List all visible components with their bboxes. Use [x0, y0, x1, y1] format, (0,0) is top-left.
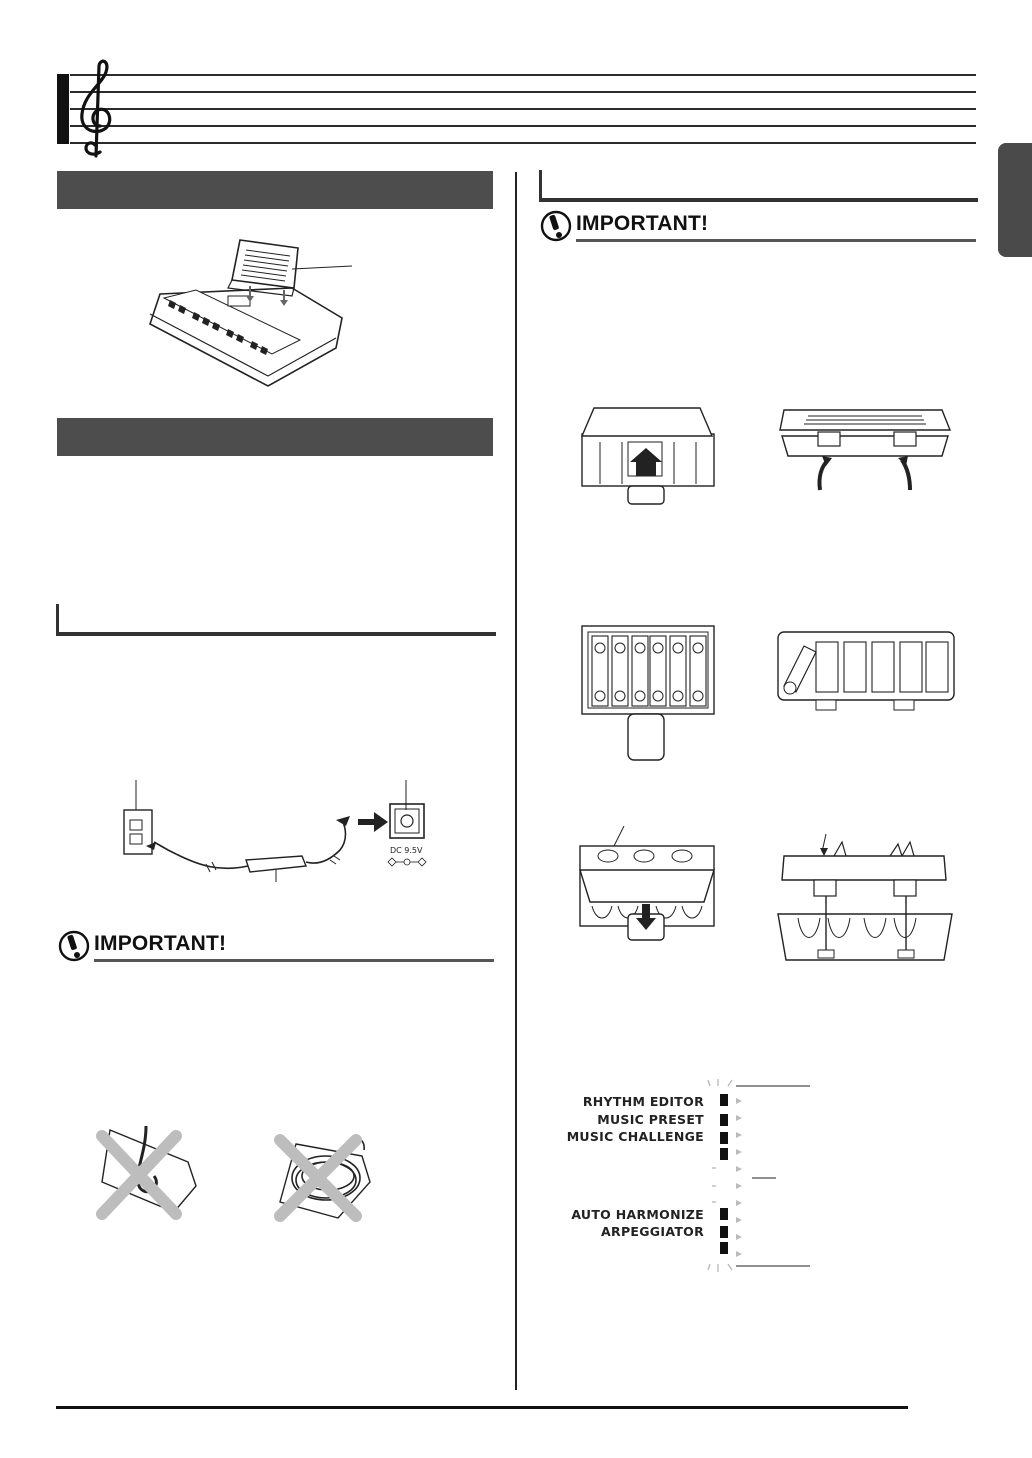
- important-underline: [576, 239, 976, 242]
- keyboard-music-stand-figure: [140, 236, 370, 388]
- battery-insert-angle-figure: [776, 630, 956, 714]
- column-divider: [515, 172, 517, 1390]
- batteries-inserted-figure: [580, 624, 716, 764]
- ac-adapter-figure: [110, 780, 450, 880]
- treble-clef-icon: [74, 56, 122, 160]
- panel-label-arpeggiator: ARPEGGIATOR: [601, 1224, 704, 1239]
- panel-label-auto-harmonize: AUTO HARMONIZE: [571, 1207, 704, 1222]
- staff-line: [70, 74, 976, 76]
- panel-label-rhythm-editor: RHYTHM EDITOR: [582, 1094, 704, 1109]
- cord-wrap-prohibited-figure: [266, 1126, 378, 1226]
- battery-cover-close-figure: [578, 826, 718, 946]
- side-tab: [998, 143, 1032, 257]
- important-label: IMPORTANT!: [576, 212, 709, 235]
- footer-rule: [56, 1406, 908, 1409]
- important-notice-right: [540, 210, 976, 242]
- important-notice-left: [58, 930, 494, 962]
- panel-indicator-figure: [560, 1078, 810, 1274]
- dc-rating-label: DC 9.5V: [390, 846, 423, 855]
- battery-cover-lift-figure: [778, 406, 952, 492]
- staff-line: [70, 142, 976, 144]
- battery-cover-reattach-figure: [774, 834, 956, 964]
- staff-line: [70, 108, 976, 110]
- staff-line: [70, 125, 976, 127]
- section-header-bar: [57, 171, 493, 209]
- indicator-column: [706, 1078, 810, 1274]
- warning-icon: [540, 210, 572, 242]
- staff-bar: [57, 74, 69, 144]
- cord-bend-prohibited-figure: [92, 1126, 202, 1220]
- warning-icon: [58, 930, 90, 962]
- staff-line: [70, 91, 976, 93]
- subsection-rule: [539, 170, 978, 202]
- panel-label-music-preset: MUSIC PRESET: [597, 1112, 704, 1127]
- battery-cover-slide-figure: [580, 406, 716, 506]
- panel-label-music-challenge: MUSIC CHALLENGE: [566, 1129, 704, 1144]
- important-underline: [94, 959, 494, 962]
- subsection-rule: [56, 604, 496, 636]
- section-header-bar: [57, 418, 493, 456]
- important-label: IMPORTANT!: [94, 932, 227, 955]
